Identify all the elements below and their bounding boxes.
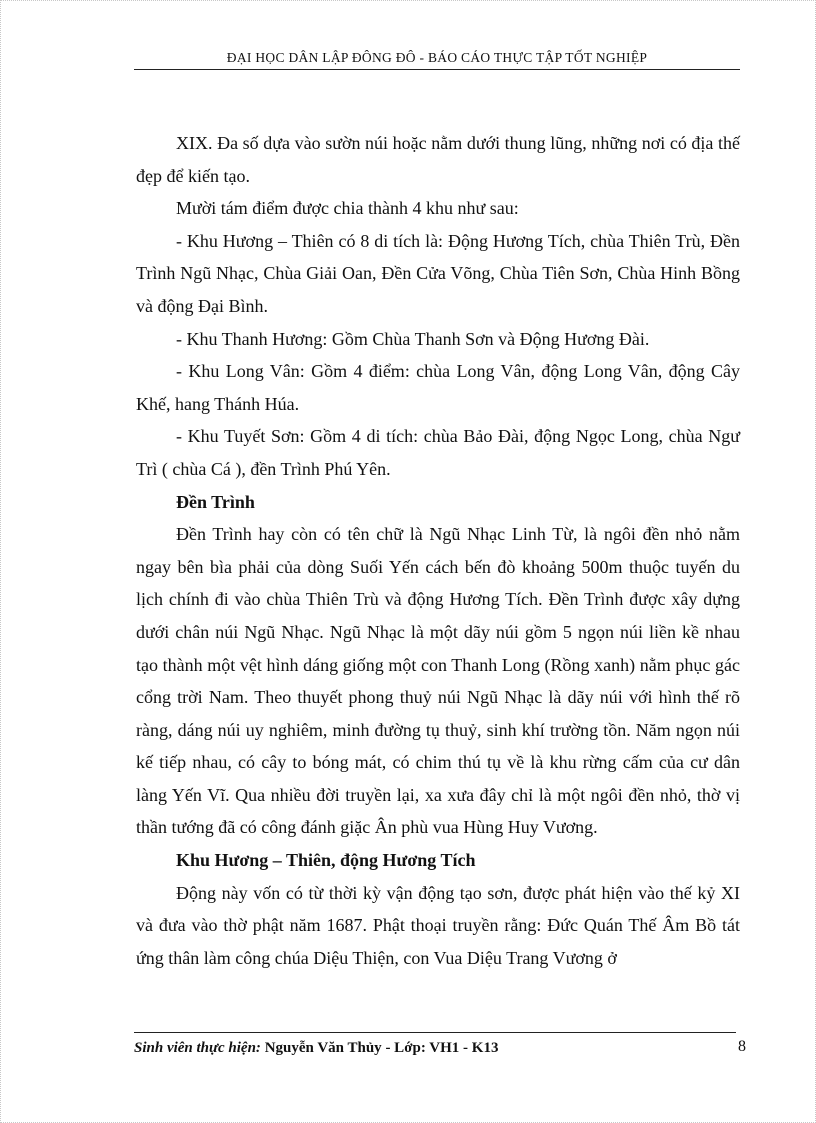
paragraph: Động này vốn có từ thời kỳ vận động tạo sơn, được phát hiện vào thế kỷ XI và đưa vào thờ phật năm 1687. Phật thoại truyền rằng: Đức Quán Thế Âm Bồ tát ứng thân làm công chúa Diệu Thiện, con Vua Diệu Trang Vương ở: [136, 882, 740, 968]
document-body: [136, 127, 740, 974]
page-footer: [134, 1040, 738, 1057]
footer-student-name: Nguyễn Văn Thủy: [264, 1040, 382, 1056]
paragraph: - Khu Hương – Thiên có 8 di tích là: Động Hương Tích, chùa Thiên Trù, Đền Trình Ngũ Nhạc, Chùa Giải Oan, Đền Cửa Võng, Chùa Tiên Sơn, Chùa Hinh Bồng và động Đại Bình.: [136, 230, 740, 316]
page-header: [134, 50, 740, 66]
section-heading: Đền Trình: [176, 491, 255, 512]
page-number: 8: [738, 1038, 746, 1055]
header-divider: [134, 69, 740, 70]
header-title: ĐẠI HỌC DÂN LẬP ĐÔNG ĐÔ - BÁO CÁO THỰC TẬP TỐT NGHIỆP: [226, 50, 648, 65]
paragraph: Mười tám điểm được chia thành 4 khu như sau:: [176, 198, 519, 219]
paragraph: - Khu Tuyết Sơn: Gồm 4 di tích: chùa Bảo Đài, động Ngọc Long, chùa Ngư Trì ( chùa Cá ), đền Trình Phú Yên.: [136, 426, 740, 479]
paragraph: XIX. Đa số dựa vào sườn núi hoặc nằm dưới thung lũng, những nơi có địa thế đẹp để kiến tạo.: [136, 133, 740, 186]
footer-class: - Lớp: VH1 - K13: [385, 1040, 499, 1056]
paragraph: - Khu Thanh Hương: Gồm Chùa Thanh Sơn và Động Hương Đài.: [176, 328, 650, 349]
paragraph: Đền Trình hay còn có tên chữ là Ngũ Nhạc Linh Từ, là ngôi đền nhỏ nằm ngay bên bìa phải của dòng Suối Yến cách bến đò khoảng 500m thuộc tuyến du lịch chính đi vào chùa Thiên Trù và động Hương Tích. Đền Trình được xây dựng dưới chân núi Ngũ Nhạc. Ngũ Nhạc là một dãy núi gồm 5 ngọn núi liền kề nhau tạo thành một vệt hình dáng giống một con Thanh Long (Rồng xanh) nằm phục gác cổng trời Nam. Theo thuyết phong thuỷ núi Ngũ Nhạc là dãy núi với hình thế rõ ràng, dáng núi uy nghiêm, minh đường tụ thuỷ, sinh khí trường tồn. Năm ngọn núi kế tiếp nhau, có cây to bóng mát, có chim thú tụ về là khu rừng cấm của cư dân làng Yến Vĩ. Qua nhiều đời truyền lại, xa xưa đây chỉ là một ngôi đền nhỏ, thờ vị thần tướng đã có công đánh giặc Ân phù vua Hùng Huy Vương.: [136, 524, 740, 838]
footer-label: Sinh viên thực hiện:: [134, 1040, 261, 1056]
section-heading: Khu Hương – Thiên, động Hương Tích: [176, 850, 476, 871]
footer-divider: [134, 1032, 736, 1033]
paragraph: - Khu Long Vân: Gồm 4 điểm: chùa Long Vân, động Long Vân, động Cây Khế, hang Thánh Húa.: [136, 361, 740, 414]
